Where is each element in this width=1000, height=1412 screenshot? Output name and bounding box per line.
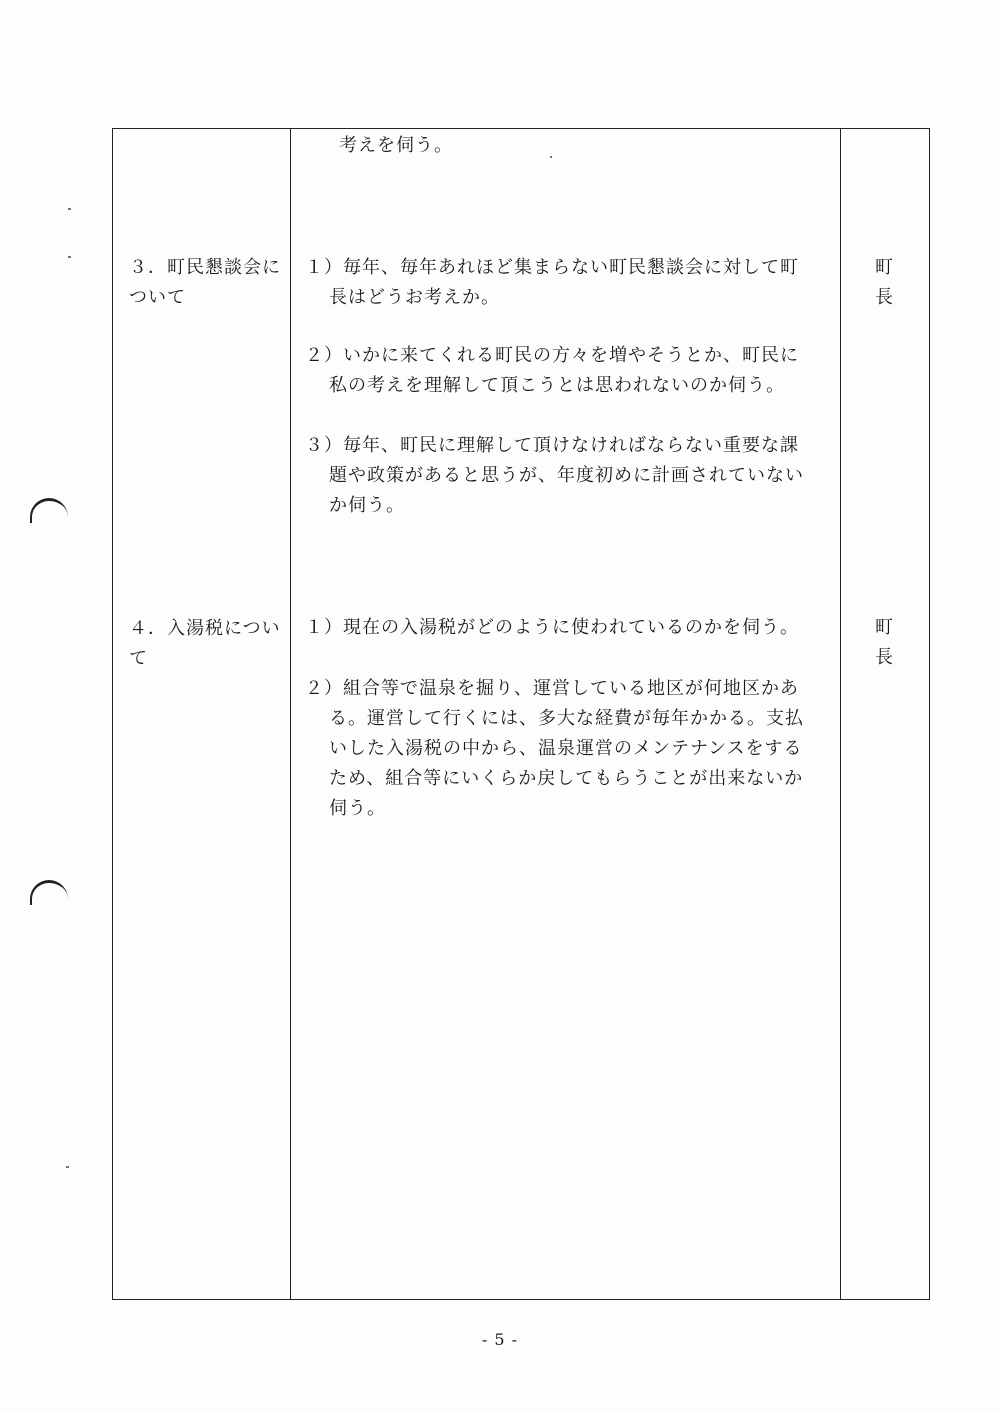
question-item	[305, 341, 845, 401]
continuation-text: 考えを伺う。	[339, 135, 453, 156]
topic-cell	[129, 253, 289, 313]
question-line: る。運営して行くには、多大な経費が毎年かかる。支払	[329, 708, 804, 729]
question-item	[305, 674, 845, 824]
question-line: ３）毎年、町民に理解して頂けなければならない重要な課	[305, 435, 799, 456]
responder-cell: 町 長	[875, 257, 939, 308]
topic-line: て	[129, 648, 148, 669]
binder-hole-mark	[30, 880, 68, 905]
question-item	[305, 253, 845, 313]
question-line: １）現在の入湯税がどのように使われているのかを伺う。	[305, 617, 799, 638]
question-line: 題や政策があると思うが、年度初めに計画されていない	[329, 465, 804, 486]
question-line: ２）いかに来てくれる町民の方々を増やそうとか、町民に	[305, 345, 799, 366]
responder-cell: 町 長	[875, 617, 939, 668]
question-line: ２）組合等で温泉を掘り、運営している地区が何地区かあ	[305, 678, 799, 699]
binder-hole-mark	[30, 498, 68, 523]
topic-line: ついて	[129, 287, 186, 308]
question-line: 伺う。	[329, 798, 386, 819]
question-item	[305, 613, 845, 643]
topic-cell	[129, 614, 289, 674]
topic-line: ４．入湯税につい	[129, 618, 281, 639]
topic-line: ３．町民懇談会に	[129, 257, 281, 278]
question-table	[112, 128, 939, 1300]
question-line: 長はどうお考えか。	[329, 287, 500, 308]
scan-speck	[66, 1166, 69, 1168]
scan-speck	[68, 208, 71, 210]
page-number: - 5 -	[481, 1330, 519, 1349]
question-item	[305, 431, 845, 521]
column-divider	[290, 129, 291, 1299]
scan-speck	[68, 256, 71, 258]
question-line: 私の考えを理解して頂こうとは思われないのか伺う。	[329, 375, 785, 396]
question-line: １）毎年、毎年あれほど集まらない町民懇談会に対して町	[305, 257, 799, 278]
question-line: ため、組合等にいくらか戻してもらうことが出来ないか	[329, 768, 804, 789]
question-line: か伺う。	[329, 495, 405, 516]
question-line: いした入湯税の中から、温泉運営のメンテナンスをする	[329, 738, 803, 759]
